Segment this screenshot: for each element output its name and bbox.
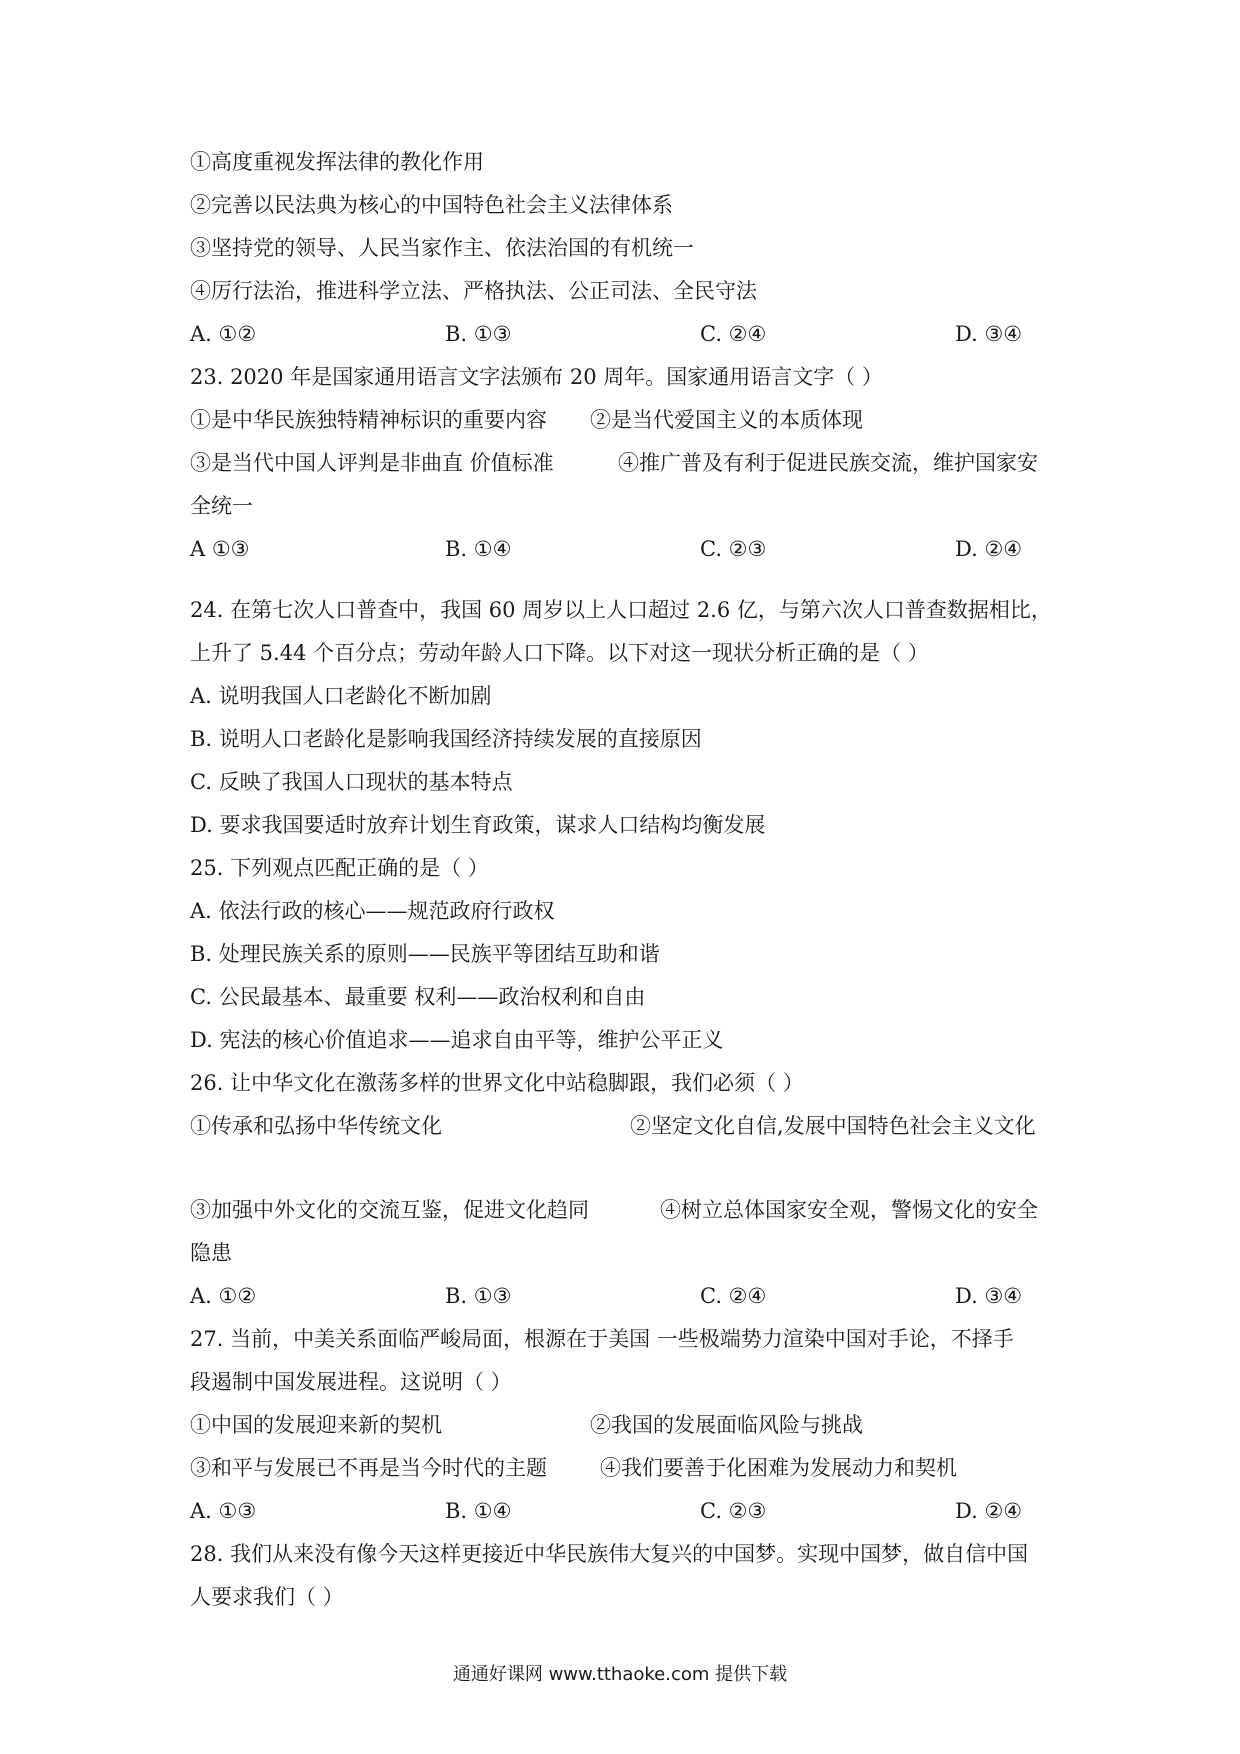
q25-stem: 25. 下列观点匹配正确的是（ ） bbox=[190, 856, 489, 880]
q23-statement-4: ④推广普及有利于促进民族交流，维护国家安 bbox=[618, 451, 1038, 475]
q22-statement-4: ④厉行法治，推进科学立法、严格执法、公正司法、全民守法 bbox=[190, 279, 757, 303]
q27-stem-line1: 27. 当前，中美关系面临严峻局面，根源在于美国 一些极端势力渲染中国对手论，不择手 bbox=[190, 1327, 1014, 1351]
q22-statement-3: ③坚持党的领导、人民当家作主、依法治国的有机统一 bbox=[190, 236, 694, 260]
q23-option-b: B. ①④ bbox=[445, 537, 512, 561]
q26-option-b: B. ①③ bbox=[445, 1284, 512, 1308]
q23-option-a: A ①③ bbox=[190, 537, 250, 561]
q23-statement-4-cont: 全统一 bbox=[190, 494, 253, 518]
q24-option-a: A. 说明我国人口老龄化不断加剧 bbox=[190, 684, 492, 708]
q27-option-a: A. ①③ bbox=[190, 1499, 257, 1523]
q27-statement-2: ②我国的发展面临风险与挑战 bbox=[590, 1413, 863, 1437]
q26-statement-2: ②坚定文化自信,发展中国特色社会主义文化 bbox=[630, 1114, 1036, 1138]
q22-option-d: D. ③④ bbox=[955, 322, 1023, 346]
q27-statement-3: ③和平与发展已不再是当今时代的主题 bbox=[190, 1456, 547, 1480]
q22-statement-2: ②完善以民法典为核心的中国特色社会主义法律体系 bbox=[190, 193, 673, 217]
q25-option-d: D. 宪法的核心价值追求——追求自由平等，维护公平正义 bbox=[190, 1028, 724, 1052]
q23-stem: 23. 2020 年是国家通用语言文字法颁布 20 周年。国家通用语言文字（ ） bbox=[190, 365, 883, 389]
q27-statement-1: ①中国的发展迎来新的契机 bbox=[190, 1413, 442, 1437]
q25-option-b: B. 处理民族关系的原则——民族平等团结互助和谐 bbox=[190, 942, 660, 966]
q26-statement-4: ④树立总体国家安全观，警惕文化的安全 bbox=[660, 1198, 1038, 1222]
q26-statement-1: ①传承和弘扬中华传统文化 bbox=[190, 1114, 442, 1138]
q26-option-c: C. ②④ bbox=[700, 1284, 767, 1308]
q25-option-c: C. 公民最基本、最重要 权利——政治权利和自由 bbox=[190, 985, 646, 1009]
q23-statement-2: ②是当代爱国主义的本质体现 bbox=[590, 408, 863, 432]
q24-stem-line2: 上升了 5.44 个百分点；劳动年龄人口下降。以下对这一现状分析正确的是（ ） bbox=[190, 641, 929, 665]
q22-option-c: C. ②④ bbox=[700, 322, 767, 346]
q24-option-b: B. 说明人口老龄化是影响我国经济持续发展的直接原因 bbox=[190, 727, 702, 751]
q23-statement-3: ③是当代中国人评判是非曲直 价值标准 bbox=[190, 451, 554, 475]
q23-statement-1: ①是中华民族独特精神标识的重要内容 bbox=[190, 408, 547, 432]
q27-option-c: C. ②③ bbox=[700, 1499, 767, 1523]
q26-stem: 26. 让中华文化在激荡多样的世界文化中站稳脚跟，我们必须（ ） bbox=[190, 1071, 804, 1095]
q27-stem-line2: 段遏制中国发展进程。这说明（ ） bbox=[190, 1370, 512, 1394]
q27-statement-4: ④我们要善于化困难为发展动力和契机 bbox=[600, 1456, 957, 1480]
q26-statement-3: ③加强中外文化的交流互鉴，促进文化趋同 bbox=[190, 1198, 589, 1222]
q27-option-b: B. ①④ bbox=[445, 1499, 512, 1523]
q26-option-a: A. ①② bbox=[190, 1284, 257, 1308]
q26-option-d: D. ③④ bbox=[955, 1284, 1023, 1308]
page-footer: 通通好课网 www.tthaoke.com 提供下载 bbox=[452, 1664, 788, 1685]
q22-statement-1: ①高度重视发挥法律的教化作用 bbox=[190, 150, 484, 174]
q24-option-c: C. 反映了我国人口现状的基本特点 bbox=[190, 770, 513, 794]
q23-option-c: C. ②③ bbox=[700, 537, 767, 561]
q24-stem-line1: 24. 在第七次人口普查中，我国 60 周岁以上人口超过 2.6 亿，与第六次人口普查数据相比， bbox=[190, 598, 1052, 622]
q26-statement-4-cont: 隐患 bbox=[190, 1241, 232, 1265]
q28-stem-line2: 人要求我们（ ） bbox=[190, 1585, 344, 1609]
q27-option-d: D. ②④ bbox=[955, 1499, 1023, 1523]
q25-option-a: A. 依法行政的核心——规范政府行政权 bbox=[190, 899, 555, 923]
q22-option-b: B. ①③ bbox=[445, 322, 512, 346]
q28-stem-line1: 28. 我们从来没有像今天这样更接近中华民族伟大复兴的中国梦。实现中国梦，做自信中国 bbox=[190, 1542, 1029, 1566]
q22-option-a: A. ①② bbox=[190, 322, 257, 346]
q24-option-d: D. 要求我国要适时放弃计划生育政策，谋求人口结构均衡发展 bbox=[190, 813, 766, 837]
q23-option-d: D. ②④ bbox=[955, 537, 1023, 561]
